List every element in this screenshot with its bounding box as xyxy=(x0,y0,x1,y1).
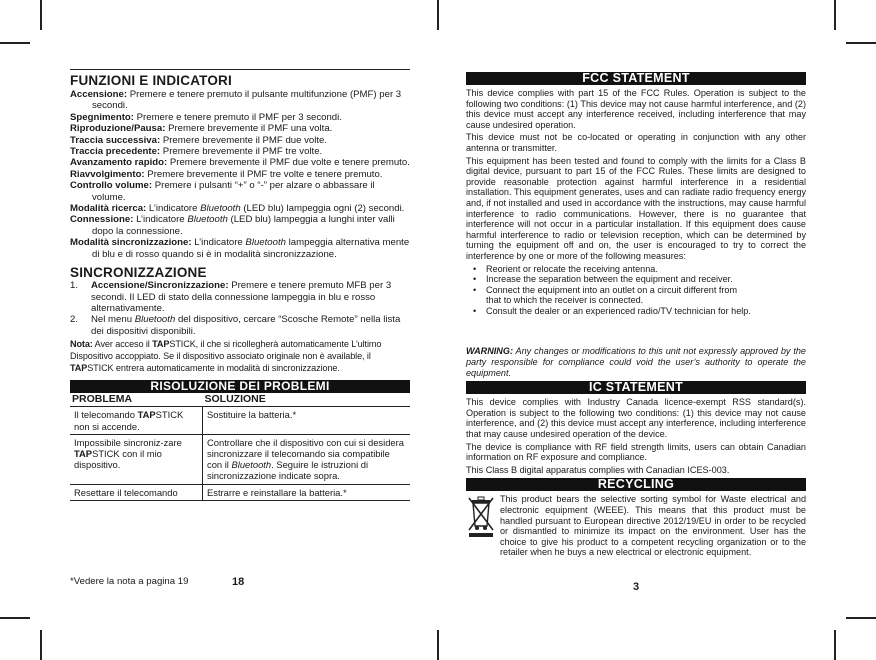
crop-mark xyxy=(40,0,42,30)
function-desc: Premere i pulsanti “+” o “-” per alzare o abbassare il volume. xyxy=(92,180,375,203)
col-header-problem: PROBLEMA xyxy=(70,393,203,407)
step-term: Accensione/Sincronizzazione: xyxy=(91,280,229,292)
function-entry xyxy=(70,112,410,123)
list-item: • Reorient or relocate the receiving antenna. xyxy=(466,264,806,275)
function-term: Connessione: xyxy=(70,214,134,226)
solution-text: Sostituire la batteria.* xyxy=(207,409,297,421)
crop-mark xyxy=(437,0,439,30)
step-number: 1. xyxy=(70,280,79,292)
crop-mark xyxy=(0,617,30,619)
troubleshoot-table xyxy=(70,393,410,501)
function-entry xyxy=(70,157,410,168)
crossed-out-wheelie-bin-icon xyxy=(466,494,496,558)
function-term: Riproduzione/Pausa: xyxy=(70,123,166,135)
function-term: Controllo volume: xyxy=(70,180,153,192)
function-term: Traccia precedente: xyxy=(70,146,161,158)
function-term: Avanzamento rapido: xyxy=(70,157,168,169)
problem-cell xyxy=(70,434,203,484)
sync-note xyxy=(70,338,410,374)
fcc-paragraph: This device must not be co-located or operating in conjunction with any other antenna or transmitter. xyxy=(466,132,806,153)
solution-cell xyxy=(203,484,411,500)
function-entry xyxy=(70,214,410,237)
step-text: Premere e tenere premuto MFB per 3 secondi. Il LED di stato della connessione lampeggia in blu e rosso alternativamente. xyxy=(91,280,392,314)
table-row xyxy=(70,484,410,500)
problem-text: Impossibile sincroniz-zare xyxy=(74,436,182,448)
bluetooth-term: Bluetooth xyxy=(200,203,241,215)
warning-body: Any changes or modifications to this unit not expressly approved by the party responsible for compliance could void the user’s authority to operate the equipment. xyxy=(466,346,806,378)
function-desc: L’indicatore xyxy=(146,203,201,215)
problem-text: Resettare il telecomando xyxy=(74,486,178,498)
function-entry xyxy=(70,180,410,203)
list-item: • Connect the equipment into an outlet on a circuit different from that to which the receiver is connected. xyxy=(466,285,806,306)
problem-text: Il telecomando xyxy=(74,409,138,421)
function-entry xyxy=(70,89,410,112)
page-number-left: 18 xyxy=(232,576,245,588)
warning-text xyxy=(466,346,806,378)
function-term: Spegnimento: xyxy=(70,111,134,123)
problem-text: STICK non si accende. xyxy=(74,409,184,432)
problem-cell xyxy=(70,484,203,500)
function-desc: L’indicatore xyxy=(191,237,246,249)
crop-mark xyxy=(834,0,836,30)
bluetooth-term: Bluetooth xyxy=(245,237,286,249)
recycling-title: RECYCLING xyxy=(466,478,806,491)
function-term: Modalità ricerca: xyxy=(70,203,147,215)
left-page xyxy=(70,68,410,501)
brand-tap: TAP xyxy=(152,339,170,350)
ic-paragraph: This Class B digital apparatus complies with Canadian ICES-003. xyxy=(466,464,730,475)
brand-tap: TAP xyxy=(74,447,93,459)
recycling-text: This product bears the selective sorting symbol for Waste electrical and electronic equipment (WEEE). This means that this product must be handled pursuant to European directive 2012/19/EU in order to be recycled or dismantled to minimize its impact on the environment. User has the choice to give his product to a competent recycling organization or to the retailer when he buys a new electrical or electronic equipment. xyxy=(500,494,806,558)
function-desc: L’indicatore xyxy=(133,214,188,226)
crop-mark xyxy=(846,617,876,619)
functions-heading: FUNZIONI E INDICATORI xyxy=(70,73,232,88)
sync-step xyxy=(70,280,410,314)
ic-paragraph: The device is compliance with RF field strength limits, users can obtain Canadian information on RF exposure and compliance. xyxy=(466,441,806,463)
bluetooth-term: Bluetooth xyxy=(187,214,228,226)
function-entry xyxy=(70,237,410,260)
fcc-measures-list xyxy=(466,264,806,317)
function-entry xyxy=(70,146,410,157)
function-entry xyxy=(70,203,410,214)
function-desc: Premere brevemente il PMF due volte. xyxy=(160,134,328,146)
solution-text: . Seguire le istruzioni di sincronizzazione indicate sopra. xyxy=(207,459,369,482)
table-row xyxy=(70,434,410,484)
problem-cell xyxy=(70,407,203,434)
function-entry xyxy=(70,135,410,146)
crop-mark xyxy=(0,42,30,44)
recycling-block xyxy=(466,494,806,558)
function-term: Accensione: xyxy=(70,89,128,100)
function-desc: (LED blu) lampeggia a lunghi inter valli dopo la connessione. xyxy=(92,214,395,237)
solution-cell xyxy=(203,407,411,434)
crop-mark xyxy=(834,630,836,660)
crop-mark xyxy=(846,42,876,44)
function-desc: Premere brevemente il PMF tre volte e tenere premuto. xyxy=(144,168,383,180)
solution-text: Estrarre e reinstallare la batteria.* xyxy=(207,486,347,498)
brand-tap: TAP xyxy=(70,363,88,374)
crop-mark xyxy=(437,630,439,660)
crop-mark xyxy=(40,630,42,660)
function-term: Modalità sincronizzazione: xyxy=(70,237,192,249)
troubleshoot-title: RISOLUZIONE DEI PROBLEMI xyxy=(70,380,410,393)
brand-tap: TAP xyxy=(137,409,156,421)
function-entry xyxy=(70,123,410,134)
sync-steps xyxy=(70,280,410,337)
note-text: STICK entrera automaticamente in modalità di sincronizzazione. xyxy=(87,363,340,374)
bluetooth-term: Bluetooth xyxy=(134,314,176,326)
function-desc: Premere brevemente il PMF due volte e tenere premuto. xyxy=(167,157,410,169)
functions-list xyxy=(70,89,410,260)
step-body xyxy=(91,280,410,314)
note-text: Aver acceso il xyxy=(92,339,153,350)
right-page xyxy=(466,72,806,558)
bluetooth-term: Bluetooth xyxy=(231,459,272,471)
function-desc: Premere brevemente il PMF una volta. xyxy=(165,123,333,135)
function-desc: lampeggia alternativa mente di blu e di rosso quando si è in modalità sincronizzazione. xyxy=(92,237,410,260)
function-desc: (LED blu) lampeggia ogni (2) secondi. xyxy=(240,203,405,215)
step-text: Nel menu xyxy=(91,314,135,326)
step-text: del dispositivo, cercare “Scosche Remote” nella lista dei dispositivi disponibili. xyxy=(91,314,401,337)
warning-label: WARNING: xyxy=(466,346,513,357)
sync-step xyxy=(70,314,410,337)
problem-text: STICK con il mio dispositivo. xyxy=(74,447,162,471)
page-number-right: 3 xyxy=(633,581,640,593)
top-rule xyxy=(70,69,410,70)
function-desc: Premere e tenere premuto il pulsante multifunzione (PMF) per 3 secondi. xyxy=(92,89,402,112)
function-desc: Premere e tenere premuto il PMF per 3 secondi. xyxy=(133,111,342,123)
solution-text: Controllare che il dispositivo con cui si desidera sincronizzare il telecomando sia compatibile con il xyxy=(207,436,404,471)
function-entry xyxy=(70,169,410,180)
list-item: • Increase the separation between the equipment and receiver. xyxy=(466,274,806,285)
table-row xyxy=(70,407,410,434)
col-header-solution: SOLUZIONE xyxy=(203,393,411,407)
function-term: Traccia successiva: xyxy=(70,134,161,146)
sync-heading: SINCRONIZZAZIONE xyxy=(70,265,207,281)
fcc-title: FCC STATEMENT xyxy=(466,72,806,85)
step-body xyxy=(91,314,410,337)
note-text: STICK, il che si ricollegherà automaticamente L’ultimo Dispositivo accoppiato. Se il dispositivo associato originale non è available, il xyxy=(70,339,382,362)
list-item: • Consult the dealer or an experienced radio/TV technician for help. xyxy=(466,306,806,317)
ic-title: IC STATEMENT xyxy=(466,381,806,394)
note-label: Nota: xyxy=(70,339,93,350)
function-term: Riavvolgimento: xyxy=(70,168,145,180)
ic-paragraph: This device complies with Industry Canada licence-exempt RSS standard(s). Operation is subject to the following two conditions: (1) this device may not cause interference, and (2) this device must accept any interference, including interference that may cause undesired operation of the device. xyxy=(466,397,806,440)
footnote: *Vedere la nota a pagina 19 xyxy=(70,576,189,587)
solution-cell xyxy=(203,434,411,484)
fcc-paragraph: This equipment has been tested and found to comply with the limits for a Class B digital device, pursuant to part 15 of the FCC Rules. These limits are designed to provide reasonable protection against harmful interference in a residential installation. This equipment generates, uses and can radiate radio frequency energy and, if not installed and used in accordance with the instructions, may cause harmful interference to radio communications. However, there is no guarantee that interference will not occur in a particular installation. If this equipment does cause harmful interference to radio or television reception, which can be determined by turning the equipment off and on, the user is encouraged to try to correct the interference by one or more of the following measures: xyxy=(466,155,806,261)
step-number: 2. xyxy=(70,314,79,326)
fcc-paragraph: This device complies with part 15 of the FCC Rules. Operation is subject to the following two conditions: (1) This device may not cause harmful interference, and (2) this device must accept any interference received, including interference that may cause undesired operation. xyxy=(466,88,806,130)
function-desc: Premere brevemente il PMF tre volte. xyxy=(160,146,323,158)
